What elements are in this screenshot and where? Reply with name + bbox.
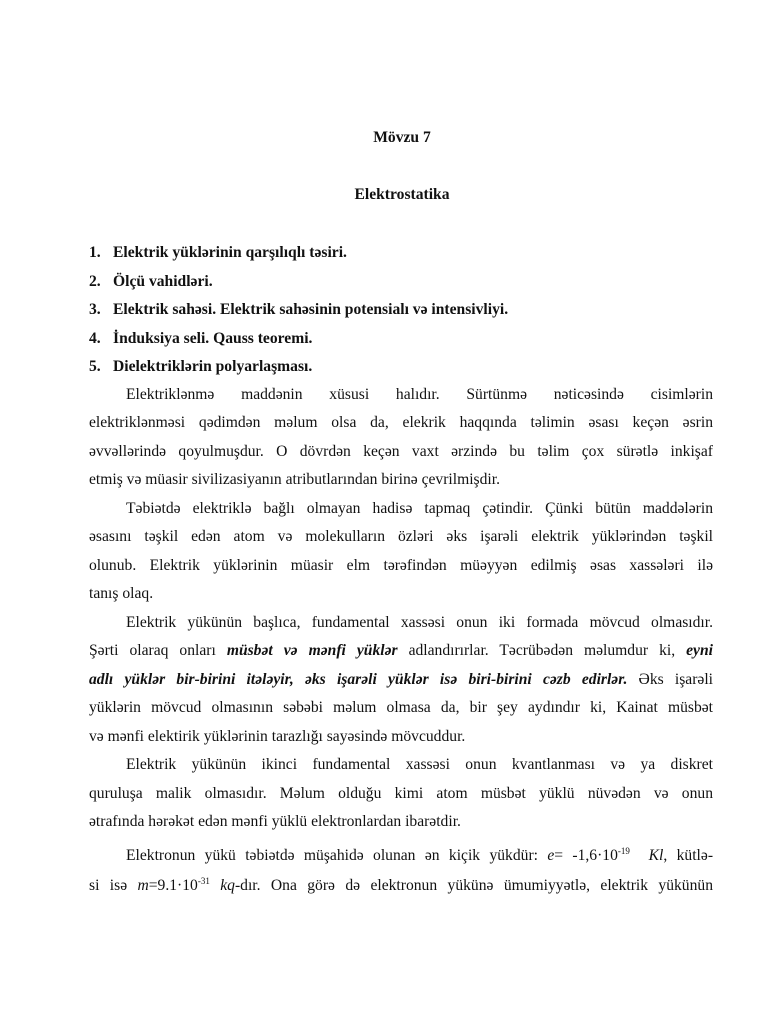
topic-number: 3. [89,301,101,318]
paragraph-3-line-3 [89,669,713,691]
text-run: -dır. Ona görə də elektronun yükünə ümumiyyətlə, elektrik yükünün [234,877,713,894]
topic-item [89,271,719,300]
section-title: Elektrostatika [354,186,450,203]
paragraph-5-line-1 [126,845,713,867]
topic-text: Elektrik sahəsi. Elektrik sahəsinin potensialı və intensivliyi. [113,301,509,318]
topic-item [89,299,719,328]
exponent: -19 [617,846,630,856]
topic-text: Elektrik yüklərinin qarşılıqlı təsiri. [113,244,347,261]
topic-item [89,242,719,271]
paragraph-3-line-2 [89,640,713,662]
symbol-e: e [547,847,555,864]
paragraph-1-line-2: elektriklənməsi qədimdən məlum olsa da, elekrik haqqında təlimin əsası keçən əsrin [89,414,713,431]
paragraph-4-line-3: ətrafında hərəkət edən mənfi yüklü elektronlardan ibarətdir. [89,813,461,830]
topic-number: 4. [89,329,101,347]
text-run: =9.1·10 [148,877,198,894]
symbol-m: m [137,877,149,894]
topic-text: İnduksiya seli. Qauss teoremi. [113,329,313,347]
emphasis-rule: adlı yüklər bir-birini itələyir, əks işarəli yüklər isə biri-birini cəzb edirlər. [89,671,628,688]
paragraph-3-line-1: Elektrik yükünün başlıca, fundamental xassəsi onun iki formada mövcud olmasıdır. [126,614,713,631]
emphasis-charges: müsbət və mənfi yüklər [226,642,398,659]
topic-number: 5. [89,358,101,375]
text-run: Elektronun yükü təbiətdə müşahidə olunan ən kiçik yükdür: [126,847,548,864]
topic-item [89,328,719,357]
paragraph-3-line-4: yüklərin mövcud olmasının səbəbi məlum olmasa da, bir şey aydındır ki, Kainat müsbət [89,699,713,716]
topic-number: 1. [89,244,101,261]
text-run: si isə [89,877,138,894]
text-run: Şərti olaraq onları [89,642,227,659]
topic-text: Ölçü vahidləri. [113,272,213,290]
paragraph-1-line-1: Elektriklənmə maddənin xüsusi halıdır. Sürtünmə nəticəsində cisimlərin [126,386,713,403]
paragraph-4-line-1: Elektrik yükünün ikinci fundamental xassəsi onun kvantlanması və ya diskret [126,756,713,773]
topic-item [89,356,719,385]
paragraph-3-line-5: və mənfi elektirik yüklərinin tarazlığı sayəsində mövcuddur. [89,728,466,745]
text-run: , kütlə- [663,847,714,864]
topic-list [89,242,719,385]
paragraph-4-line-2: quruluşa malik olmasıdır. Məlum olduğu kimi atom müsbət yüklü nüvədən və onun [89,785,713,802]
paragraph-1-line-3: əvvəllərində qoyulmuşdur. O dövrdən keçən vaxt ərzində bu təlim çox sürətlə inkişaf [89,443,713,460]
paragraph-2-line-2: əsasını təşkil edən atom və molekulların özləri əks işarəli elektrik yüklərindən təşkil [89,528,713,545]
paragraph-2-line-3: olunub. Elektrik yüklərinin müasir elm tərəfindən müəyyən edilmiş əsas xassələri ilə [89,557,713,574]
paragraph-2-line-1: Təbiətdə elektriklə bağlı olmayan hadisə tapmaq çətindir. Çünki bütün maddələrin [126,500,713,517]
topic-number: 2. [89,272,101,290]
exponent: -31 [197,876,210,886]
emphasis-rule-start: eyni [686,642,713,659]
text-run: adlandırırlar. Təcrübədən məlumdur ki, [397,642,687,659]
paragraph-1-line-4: etmiş və müasir sivilizasiyanın atributlarından birinə çevrilmişdir. [89,471,500,488]
unit-kq: kq [220,877,235,894]
topic-text: Dielektriklərin polyarlaşması. [113,358,313,375]
text-run: = -1,6·10 [554,847,618,864]
paragraph-5-line-2 [89,875,713,897]
paragraph-2-line-4: tanış olaq. [89,585,154,602]
text-run: Əks işarəli [627,671,713,688]
topic-heading: Mövzu 7 [373,129,431,146]
unit-kl: Kl [648,847,664,864]
